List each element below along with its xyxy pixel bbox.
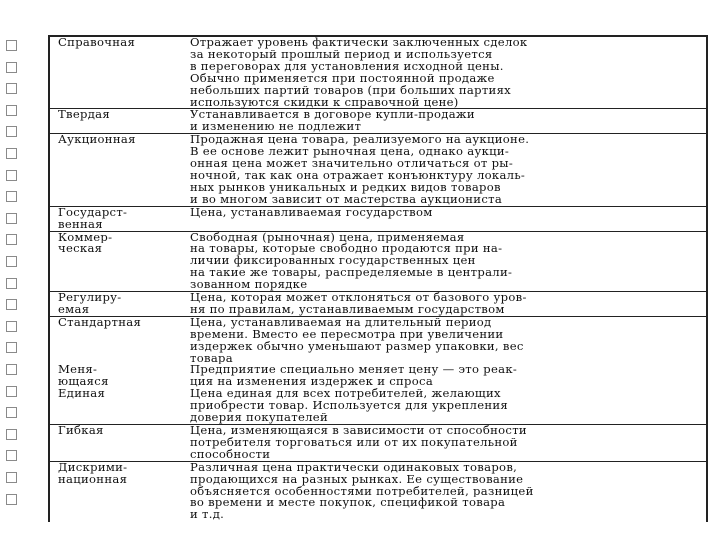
definition-line: и во многом зависит от мастерства аукциониста bbox=[190, 193, 503, 206]
table-row bbox=[50, 425, 706, 462]
table-row bbox=[50, 292, 706, 317]
bullet-square-icon bbox=[6, 40, 17, 51]
definition-line: товара bbox=[190, 352, 233, 365]
term-line: Справочная bbox=[58, 37, 136, 49]
bullet-square-icon bbox=[6, 364, 17, 375]
table bbox=[50, 35, 706, 521]
definition-line: на товары, которые свободно продаются при на- bbox=[190, 243, 503, 256]
bullet-square-icon bbox=[6, 386, 17, 397]
term-line: национная bbox=[58, 473, 128, 486]
price-type-definition bbox=[182, 388, 706, 424]
definition-line: за некоторый прошлый период и используется bbox=[190, 48, 493, 61]
term-line: ющаяся bbox=[58, 376, 109, 389]
price-type-definition bbox=[182, 461, 706, 521]
bullet-square-icon bbox=[6, 299, 17, 310]
term-line: Дискрими- bbox=[58, 461, 128, 474]
price-type-definition bbox=[182, 425, 706, 462]
definition-line: Цена, устанавливаемая на длительный период bbox=[190, 316, 492, 329]
definition-line: В ее основе лежит рыночная цена, однако аукци- bbox=[190, 146, 510, 159]
price-type-definition bbox=[182, 231, 706, 292]
definition-line: Цена, изменяющаяся в зависимости от способности bbox=[190, 425, 527, 437]
definition-line: приобрести товар. Используется для укрепления bbox=[190, 400, 509, 413]
definition-line: Цена единая для всех потребителей, желающих bbox=[190, 388, 501, 401]
bullet-square-icon bbox=[6, 234, 17, 245]
price-type-term bbox=[50, 292, 182, 317]
definition-line: Различная цена практически одинаковых товаров, bbox=[190, 461, 518, 474]
bullet-square-icon bbox=[6, 213, 17, 224]
term-line: Регулиру- bbox=[58, 292, 122, 304]
term-line: Единая bbox=[58, 388, 106, 401]
definition-line: онная цена может значительно отличаться от ры- bbox=[190, 158, 514, 170]
table-row bbox=[50, 231, 706, 292]
table-row bbox=[50, 206, 706, 231]
definition-line: во времени и месте покупок, спецификой товара bbox=[190, 497, 506, 510]
definition-line: Предприятие специально меняет цену — это реак- bbox=[190, 364, 518, 377]
table-row bbox=[50, 388, 706, 424]
definition-line: Цена, которая может отклоняться от базового уров- bbox=[190, 292, 527, 304]
term-line: Гибкая bbox=[58, 425, 104, 437]
term-line: Аукционная bbox=[58, 134, 136, 147]
price-type-definition bbox=[182, 292, 706, 317]
bullet-square-icon bbox=[6, 191, 17, 202]
term-line: Коммер- bbox=[58, 231, 113, 244]
bullet-square-icon bbox=[6, 278, 17, 289]
price-type-term bbox=[50, 231, 182, 292]
definition-line: небольших партий товаров (при больших партиях bbox=[190, 84, 512, 97]
price-type-definition bbox=[182, 134, 706, 206]
definition-line: в переговорах для установления исходной цены. bbox=[190, 60, 504, 73]
bullet-square-icon bbox=[6, 407, 17, 418]
bullet-square-icon bbox=[6, 321, 17, 332]
definition-line: зованном порядке bbox=[190, 279, 308, 292]
term-line: емая bbox=[58, 303, 90, 316]
table-body bbox=[50, 36, 706, 521]
bullet-square-icon bbox=[6, 472, 17, 483]
definition-line: на такие же товары, распределяемые в централи- bbox=[190, 267, 513, 280]
table-row bbox=[50, 134, 706, 206]
bullet-square-icon bbox=[6, 105, 17, 116]
price-type-definition bbox=[182, 364, 706, 388]
price-type-definition bbox=[182, 109, 706, 134]
price-type-definition bbox=[182, 36, 706, 109]
table-row bbox=[50, 109, 706, 134]
definition-line: Обычно применяется при постоянной продаже bbox=[190, 72, 495, 85]
bullet-square-icon bbox=[6, 450, 17, 461]
bullet-square-icon bbox=[6, 429, 17, 440]
definition-line: и т.д. bbox=[190, 509, 225, 522]
definition-line: Свободная (рыночная) цена, применяемая bbox=[190, 231, 465, 244]
definition-line: и изменению не подлежит bbox=[190, 121, 362, 134]
definition-line: Устанавливается в договоре купли-продажи bbox=[190, 109, 475, 122]
definition-line: ция на изменения издержек и спроса bbox=[190, 376, 434, 389]
definition-line: Продажная цена товара, реализуемого на аукционе. bbox=[190, 134, 530, 147]
price-type-term bbox=[50, 109, 182, 134]
bullet-square-icon bbox=[6, 342, 17, 353]
bullet-square-icon bbox=[6, 126, 17, 137]
price-type-term bbox=[50, 36, 182, 109]
term-line: Государст- bbox=[58, 206, 128, 219]
table-row bbox=[50, 316, 706, 364]
definition-line: доверия покупателей bbox=[190, 412, 328, 424]
definition-line: личии фиксированных государственных цен bbox=[190, 255, 476, 268]
term-line: Меня- bbox=[58, 364, 98, 377]
definition-line: ночной, так как она отражает конъюнктуру локаль- bbox=[190, 169, 526, 182]
bullet-square-icon bbox=[6, 170, 17, 181]
bullet-square-icon bbox=[6, 62, 17, 73]
term-line: ческая bbox=[58, 243, 103, 256]
definition-line: используются скидки к справочной цене) bbox=[190, 96, 459, 109]
table-row bbox=[50, 364, 706, 388]
price-type-term bbox=[50, 461, 182, 521]
term-line: венная bbox=[58, 218, 103, 231]
price-type-term bbox=[50, 134, 182, 206]
term-line: Стандартная bbox=[58, 316, 142, 329]
definition-line: ня по правилам, устанавливаемым государством bbox=[190, 303, 505, 316]
price-types-table bbox=[48, 35, 708, 522]
price-type-term bbox=[50, 364, 182, 388]
price-type-definition bbox=[182, 206, 706, 231]
definition-line: Отражает уровень фактически заключенных сделок bbox=[190, 37, 528, 49]
definition-line: способности bbox=[190, 448, 271, 461]
definition-line: издержек обычно уменьшают размер упаковки, вес bbox=[190, 340, 524, 353]
term-line: Твердая bbox=[58, 109, 111, 122]
definition-line: продающихся на разных рынках. Ее существование bbox=[190, 473, 524, 486]
table-row bbox=[50, 36, 706, 109]
definition-line: объясняется особенностями потребителей, разницей bbox=[190, 485, 534, 498]
definition-line: ных рынков уникальных и редких видов товаров bbox=[190, 181, 501, 194]
bullet-square-icon bbox=[6, 148, 17, 159]
bullet-square-icon bbox=[6, 256, 17, 267]
table-row bbox=[50, 461, 706, 521]
bullet-square-icon bbox=[6, 83, 17, 94]
price-type-definition bbox=[182, 316, 706, 364]
definition-line: времени. Вместо ее пересмотра при увеличении bbox=[190, 328, 504, 341]
price-type-term bbox=[50, 316, 182, 364]
price-type-term bbox=[50, 206, 182, 231]
price-type-term bbox=[50, 388, 182, 424]
price-type-term bbox=[50, 425, 182, 462]
bullet-square-icon bbox=[6, 494, 17, 505]
definition-line: Цена, устанавливаемая государством bbox=[190, 206, 433, 219]
definition-line: потребителя торговаться или от их покупательной bbox=[190, 436, 518, 449]
